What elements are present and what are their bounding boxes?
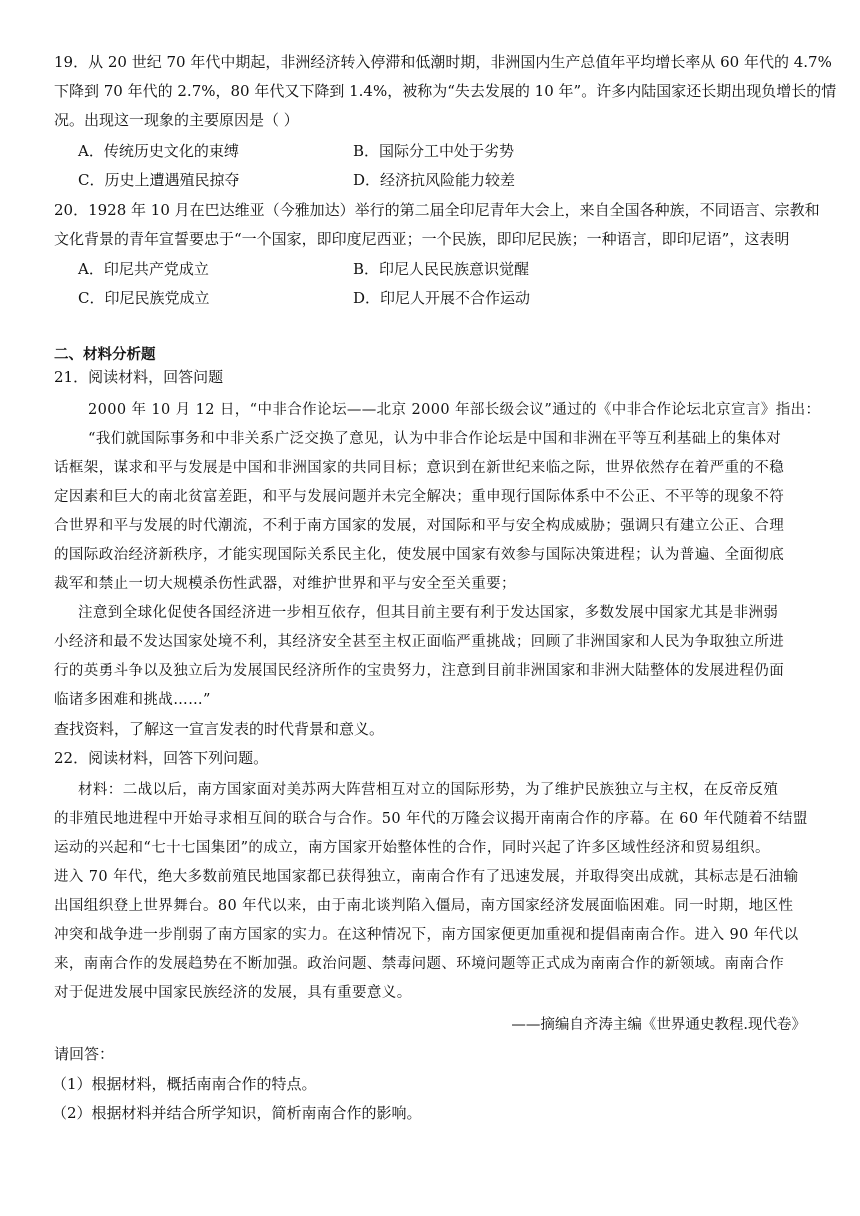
q21-material-line-11: 临诸多困难和挑战……” bbox=[54, 692, 211, 708]
q19-option-d: D．经济抗风险能力较差 bbox=[353, 171, 516, 189]
q22-subquestion-2: （2）根据材料并结合所学知识，简析南南合作的影响。 bbox=[52, 1104, 422, 1122]
section-heading: 二、材料分析题 bbox=[54, 347, 156, 363]
q22-material-line-5: 出国组织登上世界舞台。80 年代以来，由于南北谈判陷入僵局，南方国家经济发展面临困难。同一时期，地区性 bbox=[54, 898, 794, 914]
q22-material-line-8: 对于促进发展中国家民族经济的发展，具有重要意义。 bbox=[54, 985, 412, 1001]
q21-prompt: 21．阅读材料，回答问题 bbox=[54, 368, 224, 386]
q22-material-line-2: 的非殖民地进程中开始寻求相互间的联合与合作。50 年代的万隆会议揭开南南合作的序幕。在 60 年代随着不结盟 bbox=[54, 811, 808, 827]
q21-material-line-8: 注意到全球化促使各国经济进一步相互依存，但其目前主要有利于发达国家，多数发展中国家尤其是非洲弱 bbox=[78, 605, 779, 621]
q22-source-citation: ——摘编自齐涛主编《世界通史教程.现代卷》 bbox=[511, 1017, 806, 1033]
q22-prompt: 22．阅读材料，回答下列问题。 bbox=[54, 749, 269, 767]
q22-material-line-4: 进入 70 年代，绝大多数前殖民地国家都已获得独立，南南合作有了迅速发展，并取得突出成就，其标志是石油输 bbox=[54, 869, 799, 885]
q22-subquestion-1: （1）根据材料，概括南南合作的特点。 bbox=[52, 1075, 317, 1093]
q20-option-c: C．印尼民族党成立 bbox=[78, 289, 210, 307]
q22-material-line-7: 来，南南合作的发展趋势在不断加强。政治问题、禁毒问题、环境问题等正式成为南南合作的新领域。南南合作 bbox=[54, 956, 785, 972]
q19-stem-line-2: 下降到 70 年代的 2.7%，80 年代又下降到 1.4%，被称为“失去发展的 10 年”。许多内陆国家还长期出现负增长的情 bbox=[54, 82, 837, 100]
q21-material-line-5: 合世界和平与发展的时代潮流，不利于南方国家的发展，对国际和平与安全构成威胁；强调只有建立公正、合理 bbox=[54, 518, 785, 534]
q22-material-line-1: 材料：二战以后，南方国家面对美苏两大阵营相互对立的国际形势，为了维护民族独立与主权，在反帝反殖 bbox=[78, 782, 779, 798]
q22-material-line-3: 运动的兴起和“七十七国集团”的成立，南方国家开始整体性的合作，同时兴起了许多区域性经济和贸易组织。 bbox=[54, 840, 770, 856]
q20-option-a: A．印尼共产党成立 bbox=[78, 260, 209, 278]
q22-answer-prompt: 请回答： bbox=[54, 1045, 115, 1063]
q20-option-d: D．印尼人开展不合作运动 bbox=[353, 289, 531, 307]
q19-stem-line-3: 况。出现这一现象的主要原因是（ ） bbox=[54, 111, 299, 129]
q21-material-line-10: 行的英勇斗争以及独立后为发展国民经济所作的宝贵努力，注意到目前非洲国家和非洲大陆整体的发展进程仍面 bbox=[54, 663, 785, 679]
q21-task: 查找资料，了解这一宣言发表的时代背景和意义。 bbox=[54, 720, 385, 738]
q19-option-b: B．国际分工中处于劣势 bbox=[353, 142, 515, 160]
q21-material-line-6: 的国际政治经济新秩序，才能实现国际关系民主化，使发展中国家有效参与国际决策进程；认为普遍、全面彻底 bbox=[54, 547, 785, 563]
q21-material-line-2: “我们就国际事务和中非关系广泛交换了意见，认为中非合作论坛是中国和非洲在平等互利基础上的集体对 bbox=[88, 431, 782, 447]
q19-stem-line-1: 19．从 20 世纪 70 年代中期起，非洲经济转入停滞和低潮时期，非洲国内生产总值年平均增长率从 60 年代的 4.7% bbox=[54, 53, 832, 71]
q21-material-line-3: 话框架，谋求和平与发展是中国和非洲国家的共同目标；意识到在新世纪来临之际，世界依然存在着严重的不稳 bbox=[54, 460, 785, 476]
q21-material-line-1: 2000 年 10 月 12 日，“中非合作论坛——北京 2000 年部长级会议”通过的《中非合作论坛北京宣言》指出： bbox=[88, 402, 821, 418]
q20-stem-line-2: 文化背景的青年宣誓要忠于“一个国家，即印度尼西亚；一个民族，即印尼民族；一种语言，即印尼语”，这表明 bbox=[54, 230, 790, 248]
q19-option-c: C．历史上遭遇殖民掠夺 bbox=[78, 171, 240, 189]
q21-material-line-7: 裁军和禁止一切大规模杀伤性武器，对维护世界和平与安全至关重要； bbox=[54, 576, 516, 592]
q22-material-line-6: 冲突和战争进一步削弱了南方国家的实力。在这种情况下，南方国家便更加重视和提倡南南合作。进入 90 年代以 bbox=[54, 927, 799, 943]
q19-option-a: A．传统历史文化的束缚 bbox=[78, 142, 239, 160]
q20-stem-line-1: 20．1928 年 10 月在巴达维亚（今雅加达）举行的第二届全印尼青年大会上，来自全国各种族，不同语言、宗教和 bbox=[54, 201, 820, 219]
q20-option-b: B．印尼人民民族意识觉醒 bbox=[353, 260, 530, 278]
q21-material-line-9: 小经济和最不发达国家处境不利，其经济安全甚至主权正面临严重挑战；回顾了非洲国家和人民为争取独立所进 bbox=[54, 634, 785, 650]
q21-material-line-4: 定因素和巨大的南北贫富差距，和平与发展问题并未完全解决；重申现行国际体系中不公正、不平等的现象不符 bbox=[54, 489, 785, 505]
